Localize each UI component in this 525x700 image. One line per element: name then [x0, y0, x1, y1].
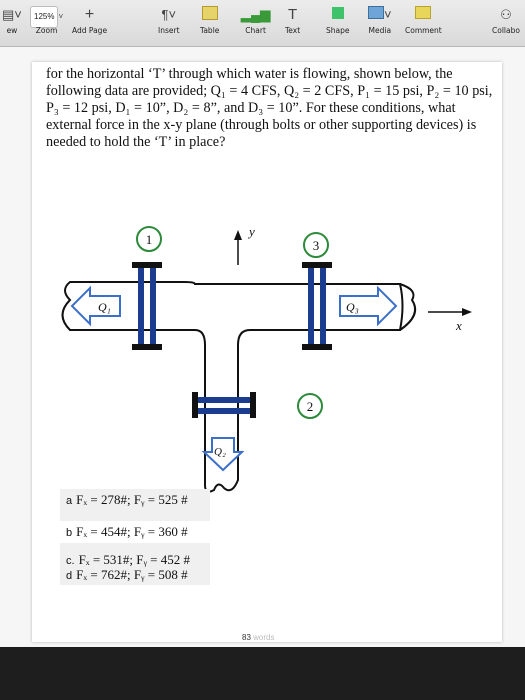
- chart-label: Chart: [245, 26, 266, 35]
- comment-label: Comment: [405, 26, 442, 35]
- answer-text: Fₓ = 278#; Fᵧ = 525 #: [76, 492, 188, 507]
- view-label: ew: [6, 26, 18, 35]
- x-axis-label: x: [456, 318, 462, 333]
- media-icon: ˅: [368, 6, 392, 24]
- q2-label: Q₂: [214, 446, 226, 458]
- word-count: [242, 633, 274, 642]
- answer-option-b[interactable]: [60, 521, 210, 543]
- answer-key: c.: [66, 555, 75, 567]
- zoom-value: 125%: [30, 6, 58, 28]
- q1-label: Q₁: [98, 300, 111, 314]
- answer-option-d[interactable]: [60, 567, 210, 585]
- add-page-label: Add Page: [72, 26, 108, 35]
- label-2: 2: [306, 399, 314, 414]
- media-label: Media: [368, 26, 392, 35]
- text-label: Text: [285, 26, 301, 35]
- label-3: 3: [312, 238, 320, 253]
- q3-label: Q₃: [346, 300, 359, 314]
- answer-options: [60, 489, 210, 585]
- insert-label: Insert: [158, 26, 180, 35]
- y-axis-head: [234, 230, 242, 240]
- collaborate-icon: ⚇: [500, 7, 512, 22]
- word-count-suffix: words: [253, 633, 275, 642]
- table-label: Table: [200, 26, 220, 35]
- answer-key: b: [66, 527, 73, 539]
- chart-icon: ▂▄▆: [241, 7, 271, 22]
- answer-text: Fₓ = 531#; Fᵧ = 452 #: [78, 552, 191, 567]
- answer-key: d: [66, 570, 73, 582]
- answer-text: Fₓ = 762#; Fᵧ = 508 #: [76, 567, 188, 582]
- chevron-down-icon: ˅: [58, 12, 64, 21]
- answer-text: Fₓ = 454#; Fᵧ = 360 #: [76, 524, 188, 539]
- y-axis-label: y: [249, 224, 255, 239]
- answer-option-a[interactable]: [60, 489, 210, 511]
- bottom-area: [0, 648, 525, 700]
- answer-key: a: [66, 495, 73, 507]
- label-1: 1: [145, 232, 153, 247]
- plus-icon: +: [84, 6, 95, 23]
- collaborate-label: Collabo: [492, 26, 520, 35]
- question-text: for the horizontal ‘T’ through which water is flowing, shown below, the following data are provided; Q₁ = 4 CFS, Q₂ = 2 CFS, P₁ = 15 psi, P₂ = 10 psi, P₃ = 12 psi, D₁ = 10”, D₂ = 8”, and D₃ = 10”. For these conditions, what external force in the x-y plane (through bolts or other supporting devices) is needed to hold the ‘T’ in place?: [46, 66, 493, 150]
- paragraph-icon: ¶˅: [161, 7, 177, 22]
- shape-label: Shape: [326, 26, 350, 35]
- text-icon: T: [288, 6, 298, 23]
- zoom-label: Zoom: [35, 26, 58, 35]
- x-axis-head: [462, 308, 472, 316]
- word-count-value: 83: [242, 633, 251, 642]
- answer-option-c[interactable]: [60, 551, 210, 567]
- view-icon: ▤˅: [2, 7, 22, 22]
